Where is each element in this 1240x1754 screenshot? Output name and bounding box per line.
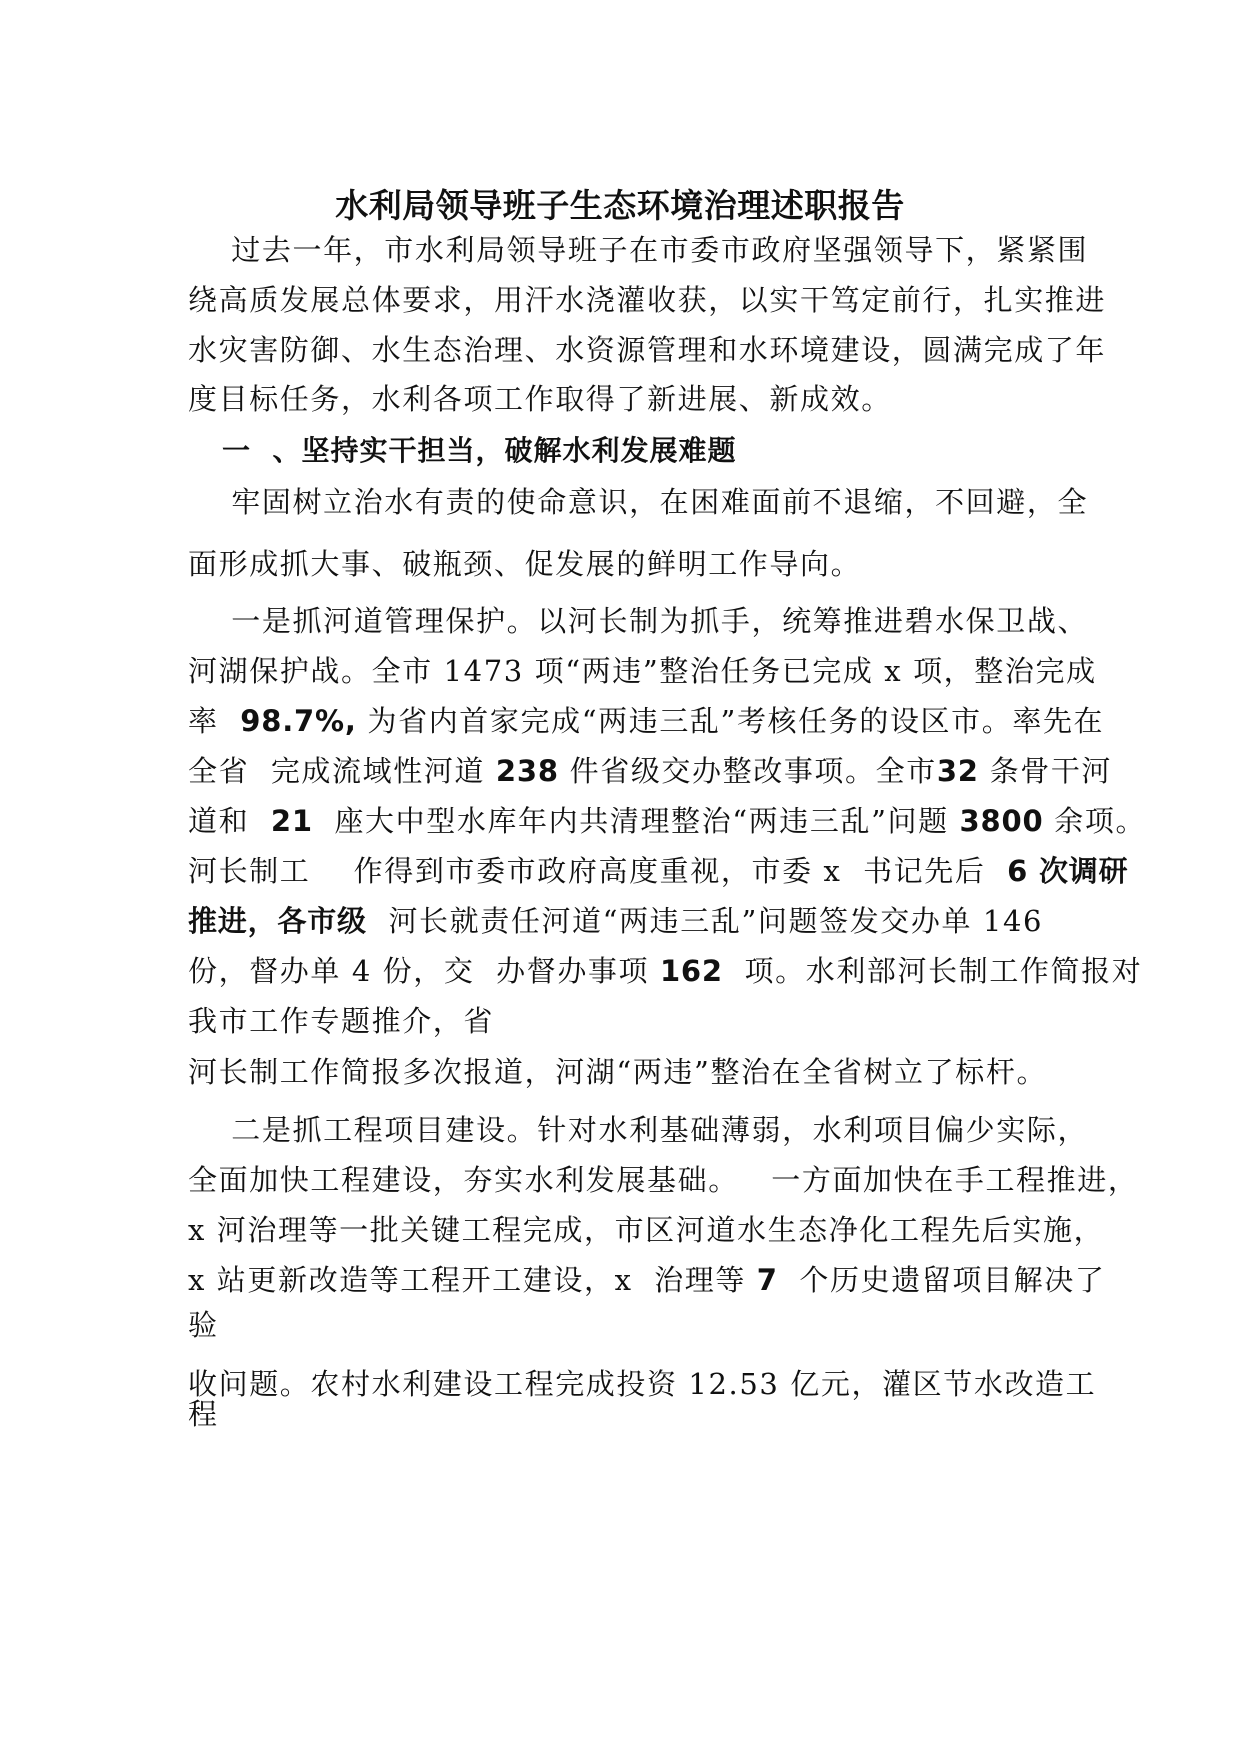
project-line-2: 全面加快工程建设，夯实水利发展基础。 一方面加快在手工程推进， — [188, 1163, 1139, 1197]
project-line-6: 收问题。农村水利建设工程完成投资 12.53 亿元，灌区节水改造工 — [188, 1367, 1097, 1401]
river-line-9: 我市工作专题推介，省 — [188, 1004, 495, 1038]
river-line-4 — [188, 752, 1112, 790]
reservoir-count-value: 21 — [270, 804, 313, 838]
intro-line-3: 水灾害防御、水生态治理、水资源管理和水环境建设，圆满完成了年 — [188, 333, 1107, 367]
river-line-5-text-a: 道和 — [188, 804, 271, 838]
river-count-value: 32 — [936, 754, 979, 788]
river-line-4-text-e: 条骨干河 — [978, 754, 1113, 788]
section-heading-1: 一 、坚持实干担当，破解水利发展难题 — [222, 434, 737, 467]
river-line-8-text-a: 份，督办单 4 份，交 办督办事项 — [188, 954, 660, 988]
river-line-3 — [188, 702, 1104, 740]
river-line-4-text-c: 件省级交办整改事项。全市 — [558, 754, 937, 788]
river-rate-value: 98.7%, — [240, 704, 357, 738]
section1-line-2: 面形成抓大事、破瓶颈、促发展的鲜明工作导向。 — [188, 547, 862, 581]
intro-line-2: 绕高质发展总体要求，用汗水浇灌收获，以实干笃定前行，扎实推进 — [188, 283, 1107, 317]
river-line-5 — [188, 802, 1146, 840]
river-line-6-text-a: 河长制工 作得到市委市政府高度重视，市委 x 书记先后 — [188, 854, 1008, 888]
project-line-4-text-a: x 站更新改造等工程开工建设，x 治理等 — [188, 1263, 757, 1297]
river-line-8 — [188, 952, 1142, 990]
supervision-items-value: 162 — [659, 954, 723, 988]
river-line-7 — [188, 902, 1043, 940]
document-title: 水利局领导班子生态环境治理述职报告 — [335, 186, 905, 225]
project-line-3: x 河治理等一批关键工程完成，市区河道水生态净化工程先后实施， — [188, 1213, 1105, 1247]
river-line-3-text-c: 为省内首家完成“两违三乱”考核任务的设区市。率先在 — [356, 704, 1105, 738]
project-line-7: 程 — [188, 1397, 219, 1431]
project-line-5: 验 — [188, 1308, 219, 1342]
river-line-5-text-e: 余项。 — [1043, 804, 1147, 838]
river-line-7-bold: 推进，各市级 — [188, 904, 367, 938]
intro-line-1: 过去一年，市水利局领导班子在市委市政府坚强领导下，紧紧围 — [188, 233, 1089, 267]
river-items-value: 238 — [495, 754, 559, 788]
river-line-1: 一是抓河道管理保护。以河长制为抓手，统筹推进碧水保卫战、 — [188, 604, 1089, 638]
project-line-4-text-c: 个历史遗留项目解决了 — [777, 1263, 1106, 1297]
research-count-value: 6 次调研 — [1007, 854, 1129, 888]
intro-line-4: 度目标任务，水利各项工作取得了新进展、新成效。 — [188, 382, 892, 416]
river-line-6 — [188, 852, 1128, 890]
river-line-3-text-a: 率 — [188, 704, 241, 738]
river-line-10: 河长制工作简报多次报道，河湖“两违”整治在全省树立了标杆。 — [188, 1055, 1048, 1089]
section1-line-1: 牢固树立治水有责的使命意识，在困难面前不退缩，不回避，全 — [188, 485, 1089, 519]
legacy-projects-value: 7 — [756, 1263, 778, 1297]
river-line-8-text-c: 项。水利部河长制工作简报对 — [722, 954, 1143, 988]
issues-count-value: 3800 — [959, 804, 1044, 838]
river-line-4-text-a: 全省 完成流域性河道 — [188, 754, 496, 788]
river-line-5-text-c: 座大中型水库年内共清理整治“两违三乱”问题 — [312, 804, 960, 838]
project-line-1: 二是抓工程项目建设。针对水利基础薄弱，水利项目偏少实际， — [188, 1113, 1089, 1147]
river-line-2: 河湖保护战。全市 1473 项“两违”整治任务已完成 x 项，整治完成 — [188, 654, 1097, 688]
river-line-7-text-b: 河长就责任河道“两违三乱”问题签发交办单 146 — [366, 904, 1044, 938]
project-line-4 — [188, 1261, 1105, 1299]
